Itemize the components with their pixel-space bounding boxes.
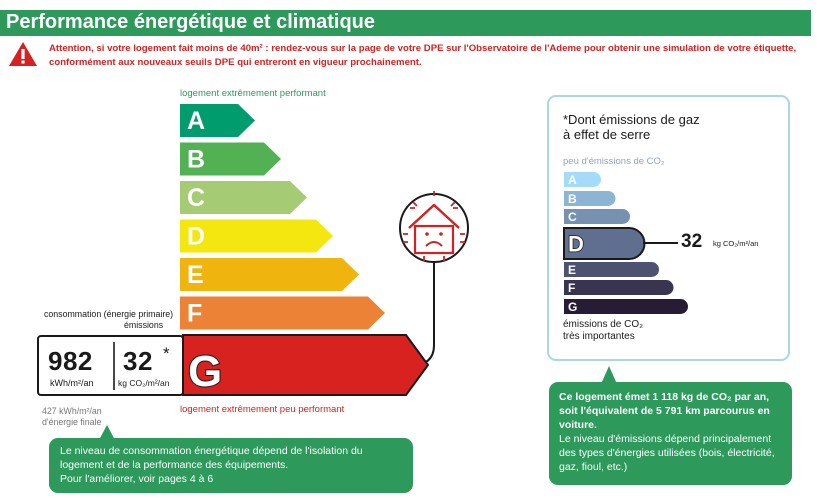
page-title: Performance énergétique et climatique: [6, 11, 376, 33]
ges-bar-letter-e: E: [568, 263, 577, 277]
emissions-star: *: [163, 344, 170, 363]
consumption-value: 982: [48, 346, 93, 376]
ges-bar-letter-a: A: [568, 173, 577, 187]
emissions-unit: kg CO₂/m²/an: [118, 378, 170, 388]
ges-top-caption: peu d'émissions de CO₂: [563, 156, 665, 167]
energy-bar-letter-c: C: [187, 184, 206, 212]
final-energy-note: 427 kWh/m²/an d'énergie finale: [42, 406, 102, 427]
energy-info-text: Le niveau de consommation énergétique dépend de l'isolation du logement et de la performance des équipements.: [60, 445, 363, 471]
consumption-primary-label: consommation (énergie primaire): [44, 309, 174, 319]
energy-bar-letter-d: D: [187, 222, 206, 251]
emissions-label: émissions: [124, 320, 164, 330]
ges-info-bold: Ce logement émet 1 118 kg de CO₂ par an, soit l'équivalent de 5 791 km parcourus en voiture.: [559, 391, 770, 431]
ges-value: 32: [681, 231, 703, 252]
ges-bar-letter-d: D: [568, 231, 584, 257]
consumption-unit: kWh/m²/an: [50, 378, 94, 388]
ges-info-bubble: [549, 382, 792, 485]
ges-title: *Dont émissions de gaz à effet de serre: [563, 112, 700, 142]
ges-unit: kg CO₂/m²/an: [713, 239, 759, 248]
energy-top-caption: logement extrêmement performant: [180, 88, 326, 99]
emissions-value: 32: [123, 346, 153, 376]
ges-bar-letter-g: G: [568, 300, 578, 314]
energy-bar-letter-e: E: [187, 261, 204, 289]
energy-info-link: Pour l'améliorer, voir pages 4 à 6: [60, 473, 214, 485]
energy-bottom-caption: logement extrêmement peu performant: [180, 404, 345, 415]
ges-bar-letter-f: F: [568, 281, 576, 295]
ges-bar-letter-c: C: [568, 210, 577, 224]
energy-info-bubble: [49, 438, 413, 493]
energy-bar-letter-g: G: [188, 347, 223, 396]
warning-text: Attention, si votre logement fait moins de 40m² : rendez-vous sur la page de votre DPE sur l'Observatoire de l'Ademe pour obtenir une simulation de votre étiquette, conformément aux nouveaux seuils DPE qui entreront en vigueur prochainement.: [49, 43, 797, 68]
energy-bar-letter-b: B: [187, 145, 206, 174]
ges-info-text: Le niveau d'émissions dépend principalement des types d'énergies utilisées (bois, électricité, gaz, fioul, etc.): [559, 433, 775, 473]
energy-bar-letter-f: F: [187, 299, 203, 328]
ges-bar-letter-b: B: [568, 192, 577, 206]
energy-bar-letter-a: A: [187, 107, 206, 135]
ges-bottom-caption: émissions de CO₂ très importantes: [563, 319, 644, 342]
